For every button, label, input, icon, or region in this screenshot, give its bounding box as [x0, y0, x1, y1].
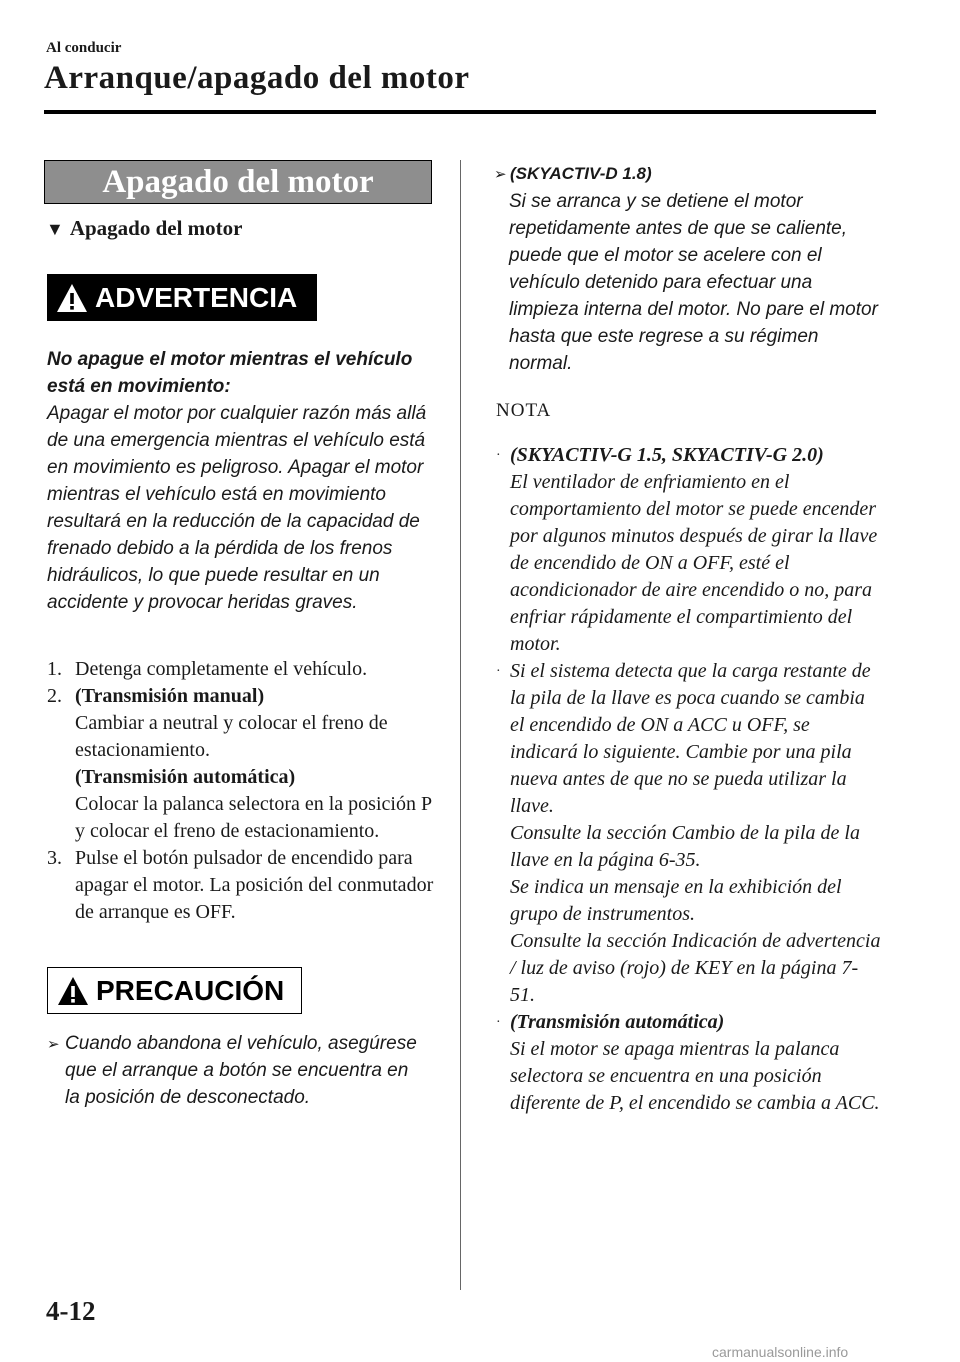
bullet-icon: ·	[496, 664, 501, 679]
caution-item	[47, 1030, 427, 1111]
nota-item	[496, 442, 881, 658]
nota-item-text	[510, 1009, 881, 1117]
nota-item	[496, 658, 881, 1009]
nota-item	[496, 1009, 881, 1117]
bullet-icon: ·	[496, 448, 501, 463]
nota-item-text	[510, 658, 881, 1009]
warning-triangle-icon	[55, 282, 89, 314]
step-manual-text: Cambiar a neutral y colocar el freno de estacionamiento.	[75, 712, 388, 761]
caution-label-text: PRECAUCIÓN	[96, 974, 285, 1006]
nota-item-line: Consulte la sección Indicación de advertencia / luz de aviso (rojo) de KEY en la página 7-51.	[510, 930, 881, 1006]
nota-item-body: Si el motor se apaga mientras la palanca selectora se encuentra en una posición diferente de P, el encendido se cambia a ACC.	[510, 1038, 880, 1114]
diesel-heading	[494, 160, 884, 188]
diesel-title: (SKYACTIV-D 1.8)	[510, 164, 652, 183]
step-manual-title: (Transmisión manual)	[75, 685, 265, 707]
step-3	[47, 845, 442, 926]
watermark: carmanualsonline.info	[712, 1344, 849, 1360]
bullet-icon: ·	[496, 1015, 501, 1030]
nota-item-title: (Transmisión automática)	[510, 1011, 725, 1033]
column-divider	[460, 160, 461, 1290]
step-text: Detenga completamente el vehículo.	[75, 658, 368, 680]
subheading	[46, 216, 243, 241]
nota-item-line: Consulte la sección Cambio de la pila de la llave en la página 6-35.	[510, 822, 860, 871]
warning-heading: No apague el motor mientras el vehículo está en movimiento:	[47, 349, 413, 397]
warning-body: Apagar el motor por cualquier razón más allá de una emergencia mientras el vehículo está en movimiento es peligroso. Apagar el motor mientras el vehículo está en movimiento resultará en la reducción de la capacidad de frenado debido a la pérdida de los frenos hidráulicos, lo que puede resultar en un accidente y provocar heridas graves.	[47, 403, 427, 613]
step-1	[47, 656, 442, 683]
arrow-right-icon: ➢	[47, 1036, 60, 1053]
arrow-right-icon: ➢	[494, 166, 507, 183]
header-rule	[44, 110, 876, 114]
section-label: Al conducir	[46, 40, 122, 56]
triangle-down-icon: ▼	[46, 219, 64, 239]
warning-label-text: ADVERTENCIA	[95, 281, 298, 313]
page-number: 4-12	[46, 1296, 96, 1326]
step-number: 3.	[47, 847, 62, 869]
step-number: 2.	[47, 685, 62, 707]
step-auto-title: (Transmisión automática)	[75, 766, 296, 788]
nota-item-line: Se indica un mensaje en la exhibición del grupo de instrumentos.	[510, 876, 842, 925]
step-number: 1.	[47, 658, 62, 680]
diesel-note	[494, 160, 884, 377]
page-title: Arranque/apagado del motor	[44, 60, 470, 96]
nota-item-text	[510, 442, 881, 658]
nota-list	[496, 442, 881, 1117]
steps-list	[47, 656, 442, 926]
caution-text: Cuando abandona el vehículo, asegúrese que el arranque a botón se encuentra en la posición de desconectado.	[65, 1033, 417, 1108]
section-banner: Apagado del motor	[44, 160, 432, 204]
step-text: Pulse el botón pulsador de encendido para apagar el motor. La posición del conmutador de arranque es OFF.	[75, 847, 434, 923]
caution-label	[47, 967, 302, 1014]
warning-label	[47, 274, 317, 321]
step-auto-text: Colocar la palanca selectora en la posición P y colocar el freno de estacionamiento.	[75, 793, 432, 842]
diesel-text: Si se arranca y se detiene el motor repetidamente antes de que se caliente, puede que el motor se acelere con el vehículo detenido para efectuar una limpieza interna del motor. No pare el motor hasta que este regrese a su régimen normal.	[509, 191, 878, 374]
nota-item-title: (SKYACTIV-G 1.5, SKYACTIV-G 2.0)	[510, 444, 824, 466]
subheading-text: Apagado del motor	[69, 216, 243, 240]
step-2	[47, 683, 442, 845]
warning-triangle-icon	[56, 975, 90, 1007]
nota-item-body: El ventilador de enfriamiento en el comportamiento del motor se puede encender por algunos minutos después de girar la llave de encendido de ON a OFF, esté el acondicionador de aire encendido o no, para enfriar rápidamente el compartimiento del motor.	[510, 471, 878, 655]
nota-item-line: Si el sistema detecta que la carga restante de la pila de la llave es poca cuando se cambia el encendido de ON a ACC u OFF, se indicará lo siguiente. Cambie por una pila nueva antes de que no se pueda utilizar la llave.	[510, 660, 871, 817]
step-text	[75, 683, 442, 845]
nota-title: NOTA	[496, 400, 552, 421]
